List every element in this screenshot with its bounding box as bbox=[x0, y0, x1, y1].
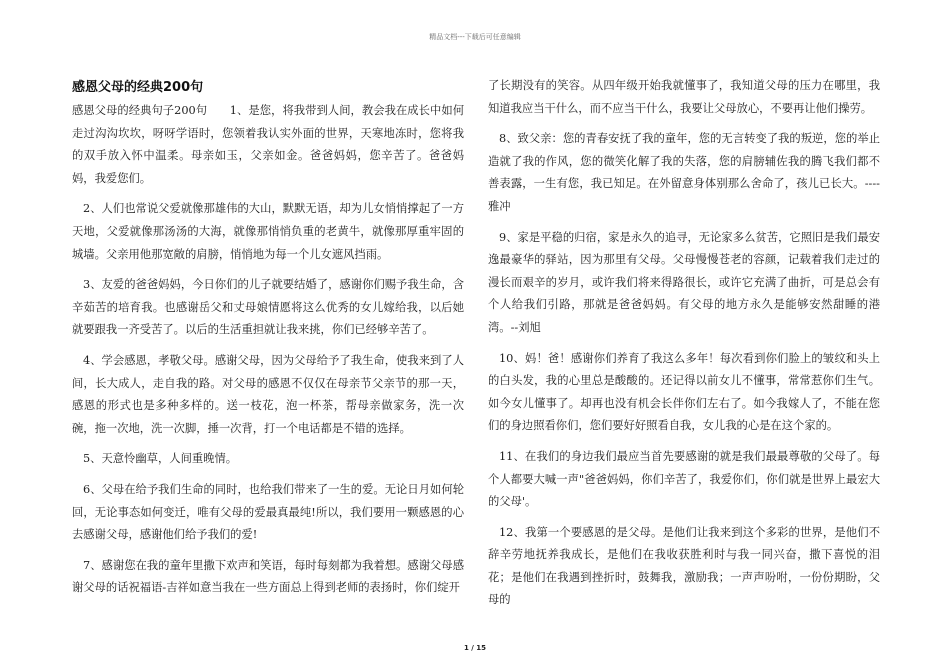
paragraph-5: 5、天意怜幽草，人间重晚情。 bbox=[83, 452, 238, 466]
paragraph-3: 3、友爱的爸爸妈妈，今日你们的儿子就要结婚了，感谢你们赐予我生命，含辛茹苦的培育我。也感谢岳父和丈母娘情愿将这么优秀的女儿嫁给我，以后她就要跟我一齐受苦了。以后的生活重担就让我来挑，你们已经够辛苦了。 bbox=[72, 278, 464, 337]
left-column bbox=[72, 100, 464, 608]
paragraph-intro: 感恩父母的经典句子200句 1、是您，将我带到人间，教会我在成长中如何走过沟沟坎坎，呀呀学语时，您领着我认实外面的世界，天寒地冻时，您将我的双手放入怀中温柔。母亲如玉，父亲如金。爸爸妈妈，您辛苦了。爸爸妈妈，我爱您们。 bbox=[72, 104, 464, 185]
paragraph-8: 8、致父亲：您的青春安抚了我的童年，您的无言转变了我的叛逆，您的举止造就了我的作风，您的微笑化解了我的失落，您的肩膀辅佐我的腾飞我们都不善表露，一生有您，我已知足。在外留意身体别那么舍命了，孩儿已长大。----雅冲 bbox=[488, 132, 880, 213]
paragraph-10: 10、妈！爸！感谢你们养育了我这么多年！每次看到你们脸上的皱纹和头上的白头发，我的心里总是酸酸的。还记得以前女儿不懂事，常常惹你们生气。如今女儿懂事了。却再也没有机会长伴你们左右了。如今我嫁人了，不能在您们的身边照看你们，您们要好好照看自我，女儿我的心是在这个家的。 bbox=[488, 351, 880, 433]
paragraph-9: 9、家是平稳的归宿，家是永久的追寻，无论家多么贫苦，它照旧是我们最安逸最豪华的驿站，因为那里有父母。父母慢慢苍老的容颜，记载着我们走过的漫长而艰辛的岁月，或许我们将来得路很长，或许它充满了曲折，可是总会有个人给我们引路，那就是爸爸妈妈。有父母的地方永久是能够安然甜睡的港湾。--刘旭 bbox=[488, 230, 880, 334]
paragraph-6: 6、父母在给予我们生命的同时，也给我们带来了一生的爱。无论日月如何轮回，无论事态如何变迁，唯有父母的爱最真最纯!所以，我们要用一颗感恩的心去感谢父母，感谢他们给予我们的爱! bbox=[72, 482, 464, 542]
page-header: 精品文档---下载后可任意编辑 bbox=[429, 33, 521, 41]
paragraph-2: 2、人们也常说父爱就像那雄伟的大山，默默无语，却为儿女悄悄撑起了一方天地，父爱就像那汤汤的大海，就像那悄悄负重的老黄牛，就像那厚重牢固的城墙。父亲用他那宽敞的肩膀，悄悄地为每一个儿女遮风挡雨。 bbox=[72, 202, 464, 261]
right-column bbox=[488, 75, 880, 620]
page-number: 1 / 15 bbox=[463, 644, 487, 652]
paragraph-12: 12、我第一个要感恩的是父母。是他们让我来到这个多彩的世界，是他们不辞辛劳地抚养我成长，是他们在我收获胜利时与我一同兴奋，撒下喜悦的泪花；是他们在我遇到挫折时，鼓舞我，激励我；一声声吩咐，一份份期盼，父母的 bbox=[488, 525, 880, 607]
paragraph-7: 7、感谢您在我的童年里撒下欢声和笑语，每时每刻都为我着想。感谢父母感谢父母的话祝福语-吉祥如意当我在一些方面总上得到老师的表扬时，你们绽开 bbox=[72, 558, 464, 595]
document-title: 感恩父母的经典200句 bbox=[72, 80, 204, 95]
paragraph-4: 4、学会感恩，孝敬父母。感谢父母，因为父母给予了我生命，使我来到了人间，长大成人，走自我的路。对父母的感恩不仅仅在母亲节父亲节的那一天，感恩的形式也是多种多样的。送一枝花，泡一杯茶，帮母亲做家务，洗一次碗，拖一次地，洗一次脚，捶一次背，打一个电话都是不错的选择。 bbox=[72, 353, 464, 435]
paragraph-7-cont: 了长期没有的笑容。从四年级开始我就懂事了，我知道父母的压力在哪里，我知道我应当干什么，而不应当干什么，我要让父母放心，不要再让他们操劳。 bbox=[488, 79, 880, 115]
paragraph-11: 11、在我们的身边我们最应当首先要感谢的就是我们最最尊敬的父母了。每个人都要大喊一声"爸爸妈妈，你们辛苦了，我爱你们，你们就是世界上最宏大的父母'。 bbox=[488, 449, 880, 509]
